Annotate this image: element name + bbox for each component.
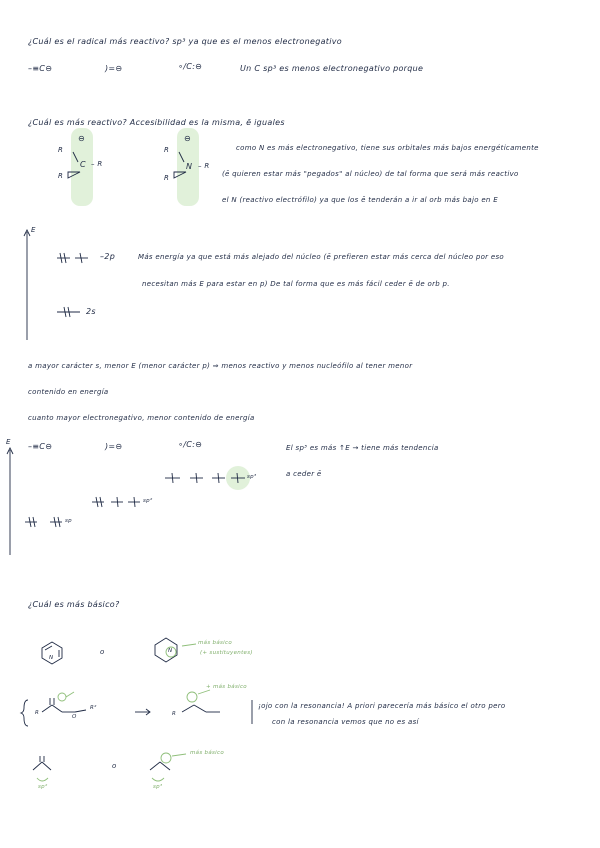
ion-sp2-2: )=⊖ [105, 442, 123, 451]
conclusion-line-2: contenido en energía [28, 388, 109, 396]
wedge-bond-2 [174, 172, 186, 178]
explanation-line-2: (ē quieren estar más "pegados" al núcleo) de tal forma que será más reactivo [222, 170, 519, 178]
annotation-more-basic-3: más básico [190, 750, 224, 756]
mol2-r-right: – R [198, 162, 210, 170]
ion-sp: –≡C⊖ [28, 64, 53, 73]
level-2p-label: –2p [100, 252, 116, 261]
sp3-energy-note-1: El sp³ es más ↑E → tiene más tendencia [286, 444, 439, 452]
level-2s-label: 2s [86, 307, 96, 316]
question-radical: ¿Cuál es el radical más reactivo? sp³ ya que es el menos electronegativo [28, 37, 342, 46]
label-sp2-bottom: sp² [38, 784, 48, 790]
ester-o: O [72, 714, 77, 720]
mol1-r-left: R [58, 172, 64, 180]
or-label-1: o [100, 648, 105, 656]
pyridine-n: N [49, 655, 54, 661]
mol2-charge: ⊖ [184, 134, 192, 143]
bond-2-top [179, 152, 184, 162]
label-sp3-bottom: sp³ [153, 784, 163, 790]
curly-brace [21, 700, 28, 726]
mol1-center: C [80, 160, 86, 169]
resonance-note-1: ¡ojo con la resonancia! A priori parecería más básico el otro pero [258, 702, 506, 710]
resonance-note-2: con la resonancia vemos que no es así [272, 718, 419, 726]
question-basicity: ¿Cuál es más básico? [28, 600, 120, 609]
ion-sp3: ∘/C:⊖ [178, 62, 203, 71]
mol2-r-top: R [164, 146, 170, 154]
ester-r2: R² [90, 705, 97, 711]
mol1-r-top: R [58, 146, 64, 154]
ion-sp3-2: ∘/C:⊖ [178, 440, 203, 449]
sp3-energy-note-2: a ceder ē [286, 470, 322, 478]
ion-sp2: )=⊖ [105, 64, 123, 73]
label-sp: sp [65, 518, 72, 524]
mol2-center: N [186, 162, 193, 171]
question-reactivity: ¿Cuál es más reactivo? Accesibilidad es la misma, ē iguales [28, 118, 285, 127]
or-label-2: o [112, 762, 117, 770]
explanation-line-1: como N es más electronegativo, tiene sus orbitales más bajos energéticamente [236, 144, 539, 152]
label-sp2: sp² [143, 498, 153, 504]
explanation-line-3: el N (reactivo electrófilo) ya que los ē tenderán a ir al orb más bajo en E [222, 196, 498, 204]
label-sp3: sp³ [247, 474, 257, 480]
wedge-bond-1 [68, 172, 80, 178]
annotation-more-basic-2: + más básico [206, 684, 247, 690]
sp3-note: Un C sp³ es menos electronegativo porque [240, 64, 424, 73]
ion-sp-2: –≡C⊖ [28, 442, 53, 451]
product-r: R [172, 711, 177, 717]
bond-1-top [73, 152, 78, 162]
ester-r: R [35, 710, 40, 716]
conclusion-line-1: a mayor carácter s, menor E (menor carácter p) ⇒ menos reactivo y menos nucleófilo al tener menor [28, 362, 413, 370]
energy-axis-label-1: E [31, 226, 36, 234]
conclusion-line-3: cuanto mayor electronegativo, menor contenido de energía [28, 414, 255, 422]
mol1-r-right: – R [91, 160, 103, 168]
annotation-more-basic-1: más básico [198, 640, 232, 646]
energy-axis-label-2: E [6, 438, 11, 446]
mol2-r-left: R [164, 174, 170, 182]
text-2p-line-2: necesitan más E para estar en p) De tal forma que es más fácil ceder ē de orb p. [142, 280, 450, 288]
piperidine-n: N [168, 648, 173, 654]
text-2p-line-1: Más energía ya que está más alejado del núcleo (ē prefieren estar más cerca del núcleo por eso [138, 253, 505, 261]
mol1-charge: ⊖ [78, 134, 86, 143]
annotation-substituents: (+ sustituyentes) [200, 650, 253, 656]
